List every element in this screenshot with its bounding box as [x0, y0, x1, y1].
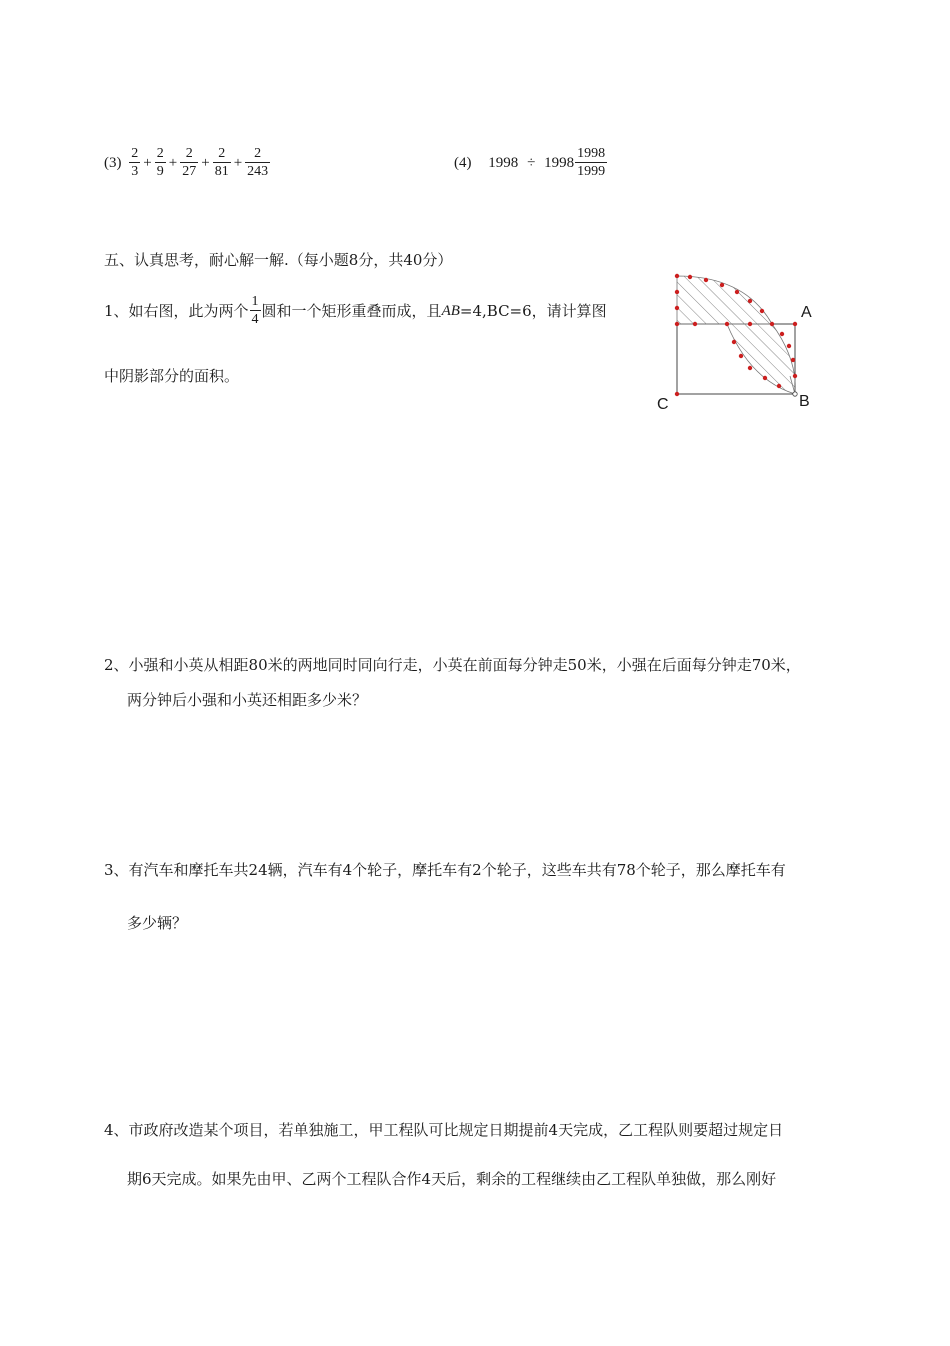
- fraction: [245, 146, 270, 179]
- lower-shaded-region: [727, 324, 795, 394]
- problem-3-label: (3): [104, 154, 122, 171]
- fraction-denominator: 1999: [577, 164, 606, 179]
- plus-operator: +: [233, 154, 243, 171]
- fraction-numerator: 2: [218, 146, 226, 161]
- question-4-line-1: 4、市政府改造某个项目，若单独施工，甲工程队可比规定日期提前4天完成，乙工程队则要超过规定日: [104, 1121, 784, 1139]
- fraction-denominator: 243: [247, 164, 269, 179]
- point-b-marker: [793, 392, 797, 396]
- question-3-line-2: 多少辆？: [127, 914, 188, 932]
- fraction-numerator: 2: [131, 146, 139, 161]
- upper-shaded-region: [677, 276, 772, 324]
- plus-operator: +: [201, 154, 210, 171]
- question-4-line-2: 期6天完成。如果先由甲、乙两个工程队合作4天后，剩余的工程继续由乙工程队单独做，那么刚好: [127, 1170, 777, 1188]
- question-2-line-2: 两分钟后小强和小英还相距多少米？: [127, 691, 368, 709]
- section-5-heading: 五、认真思考，耐心解一解.（每小题8分，共40分）: [104, 251, 453, 269]
- plus-operator: +: [168, 154, 178, 171]
- fraction: [155, 146, 166, 179]
- question-1-line-1: [104, 294, 607, 327]
- problem-4-dividend: 1998: [488, 154, 519, 171]
- division-operator: ÷: [527, 154, 536, 171]
- plus-operator: +: [143, 154, 152, 171]
- question-1-ab-value: =4,BC=6，请计算图: [459, 301, 607, 320]
- fraction-numerator: 2: [185, 146, 193, 161]
- question-1-line-2: 中阴影部分的面积。: [104, 367, 240, 385]
- fraction: [129, 146, 140, 179]
- fraction-denominator: 9: [156, 164, 164, 179]
- fraction-numerator: 2: [156, 146, 164, 161]
- mixed-fraction: [575, 146, 607, 179]
- question-3-line-1: 3、有汽车和摩托车共24辆，汽车有4个轮子，摩托车有2个轮子，这些车共有78个轮子，那么摩托车有: [104, 861, 786, 879]
- problem-4-label: (4): [454, 154, 472, 171]
- quarter-fraction: [250, 294, 261, 327]
- problem-4-divisor-whole: 1998: [544, 154, 575, 171]
- fraction-numerator: 1998: [577, 146, 606, 161]
- figure-label-a: A: [801, 304, 812, 321]
- fraction-numerator: 1: [251, 294, 259, 309]
- problem-4-expression: [452, 146, 608, 179]
- fraction-denominator: 3: [131, 164, 139, 179]
- question-1-ab-label: AB: [441, 302, 460, 319]
- fraction-denominator: 27: [182, 164, 197, 179]
- problem-3-expression: [104, 146, 271, 179]
- fraction: [180, 146, 198, 179]
- figure-label-c: C: [657, 396, 669, 413]
- question-2-line-1: 2、小强和小英从相距80米的两地同时同向行走，小英在前面每分钟走50米，小强在后面每分钟走70米，: [104, 656, 801, 674]
- fraction-denominator: 81: [214, 164, 229, 179]
- fraction-denominator: 4: [251, 312, 259, 327]
- question-1-prefix: 1、如右图，此为两个: [104, 301, 249, 320]
- question-1-middle: 圆和一个矩形重叠而成，且: [261, 301, 442, 320]
- fraction: [213, 146, 231, 179]
- figure-label-b: B: [799, 393, 810, 410]
- fraction-numerator: 2: [254, 146, 262, 161]
